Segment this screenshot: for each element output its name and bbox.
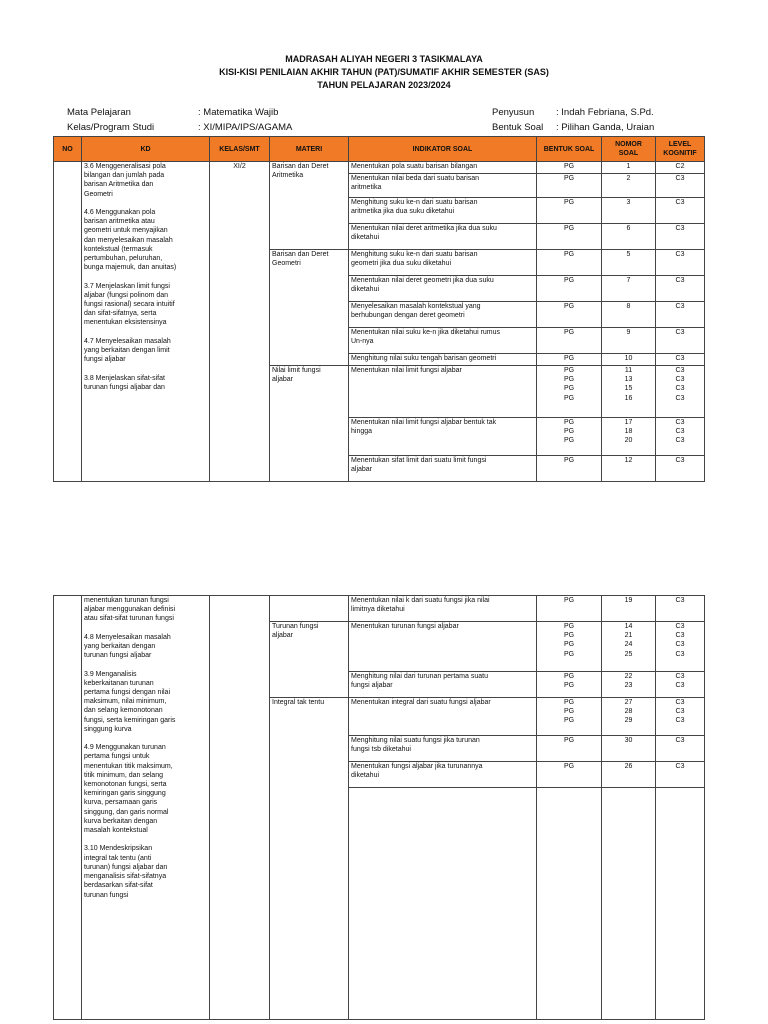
nomor-cell: 11 13 15 16 <box>602 366 656 418</box>
nomor-cell: 10 <box>602 354 656 366</box>
kelas-cell <box>210 596 270 1020</box>
academic-year: TAHUN PELAJARAN 2023/2024 <box>317 80 451 90</box>
nomor-cell: 2 <box>602 174 656 198</box>
bentuk-cell: PG <box>537 456 602 482</box>
level-cell: C3 C3 C3 <box>656 698 705 736</box>
indikator-cell: Menghitung nilai suku tengah barisan geometri <box>349 354 537 366</box>
level-cell: C3 <box>656 276 705 302</box>
materi-cell: Integral tak tentu <box>270 698 349 1020</box>
nomor-cell: 27 28 29 <box>602 698 656 736</box>
indikator-cell: Menentukan turunan fungsi aljabar <box>349 622 537 672</box>
kelas-cell: XI/2 <box>210 162 270 482</box>
nomor-cell: 30 <box>602 736 656 762</box>
nomor-cell: 1 <box>602 162 656 174</box>
table-row <box>54 596 705 622</box>
materi-cell: Turunan fungsi aljabar <box>270 622 349 698</box>
no-cell <box>54 162 82 482</box>
col-nomor: NOMOR SOAL <box>602 137 656 162</box>
nomor-cell: 8 <box>602 302 656 328</box>
level-cell: C3 C3 C3 C3 <box>656 366 705 418</box>
kisi-kisi-table-page1 <box>53 136 705 482</box>
materi-cell: Barisan dan Deret Geometri <box>270 250 349 366</box>
level-cell: C3 <box>656 302 705 328</box>
indikator-cell: Menghitung nilai dari turunan pertama suatu fungsi aljabar <box>349 672 537 698</box>
indikator-cell: Menentukan nilai limit fungsi aljabar <box>349 366 537 418</box>
materi-cell: Barisan dan Deret Aritmetika <box>270 162 349 250</box>
indikator-cell: Menghitung suku ke-n dari suatu barisan geometri jika dua suku diketahui <box>349 250 537 276</box>
level-cell: C3 <box>656 250 705 276</box>
nomor-cell <box>602 788 656 1020</box>
kisi-kisi-table-page2 <box>53 595 705 1020</box>
indikator-cell: Menentukan nilai limit fungsi aljabar bentuk tak hingga <box>349 418 537 456</box>
bentuk-cell: PG PG <box>537 672 602 698</box>
level-cell: C3 <box>656 198 705 224</box>
nomor-cell: 22 23 <box>602 672 656 698</box>
school-title: MADRASAH ALIYAH NEGERI 3 TASIKMALAYA <box>285 54 483 64</box>
level-cell: C3 C3 <box>656 672 705 698</box>
nomor-cell: 9 <box>602 328 656 354</box>
indikator-cell: Menentukan nilai k dari suatu fungsi jika nilai limitnya diketahui <box>349 596 537 622</box>
bentuk-cell: PG <box>537 354 602 366</box>
nomor-cell: 19 <box>602 596 656 622</box>
indikator-cell: Menentukan integral dari suatu fungsi aljabar <box>349 698 537 736</box>
bentuk-cell: PG <box>537 596 602 622</box>
col-indikator: INDIKATOR SOAL <box>349 137 537 162</box>
level-cell: C2 <box>656 162 705 174</box>
bentuk-cell: PG <box>537 736 602 762</box>
level-cell: C3 <box>656 174 705 198</box>
bentuk-cell <box>537 788 602 1020</box>
indikator-cell: Menentukan fungsi aljabar jika turunannya diketahui <box>349 762 537 788</box>
no-cell <box>54 596 82 1020</box>
bentuk-cell: PG PG PG PG <box>537 366 602 418</box>
level-cell: C3 <box>656 736 705 762</box>
bentuk-cell: PG <box>537 162 602 174</box>
kd-cell: menentukan turunan fungsi aljabar menggunakan definisi atau sifat-sifat turunan fungsi 4.8 Menyelesaikan masalah yang berkaitan dengan turunan fungsi aljabar 3.9 Menganalisis keberkaitanan turunan pertama fungsi dengan nilai maksimum, nilai minimum, dan selang kemonotonan fungsi, serta kemiringan garis singgung kurva 4.9 Menggunakan turunan pertama fungsi untuk menentukan titik maksimum, titik minimum, dan selang kemonotonan fungsi, serta kemiringan garis singgung kurva, persamaan garis singgung, dan garis normal kurva berkaitan dengan masalah kontekstual 3.10 Mendeskripsikan integral tak tentu (anti turunan) fungsi aljabar dan menganalisis sifat-sifatnya berdasarkan sifat-sifat turunan fungsi <box>82 596 210 1020</box>
bentuk-cell: PG PG PG <box>537 698 602 736</box>
indikator-cell: Menentukan nilai deret aritmetika jika dua suku diketahui <box>349 224 537 250</box>
col-kelas: KELAS/SMT <box>210 137 270 162</box>
level-cell: C3 <box>656 596 705 622</box>
col-materi: MATERI <box>270 137 349 162</box>
kd-cell: 3.6 Menggeneralisasi pola bilangan dan jumlah pada barisan Aritmetika dan Geometri 4.6 Menggunakan pola barisan aritmetika atau geometri untuk menyajikan dan menyelesaikan masalah kontekstual (termasuk pertumbuhan, peluruhan, bunga majemuk, dan anuitas) 3.7 Menjelaskan limit fungsi aljabar (fungsi polinom dan fungsi rasional) secara intuitif dan sifat-sifatnya, serta menentukan eksistensinya 4.7 Menyelesaikan masalah yang berkaitan dengan limit fungsi aljabar 3.8 Menjelaskan sifat-sifat turunan fungsi aljabar dan <box>82 162 210 482</box>
indikator-cell: Menentukan nilai beda dari suatu barisan aritmetika <box>349 174 537 198</box>
nomor-cell: 14 21 24 25 <box>602 622 656 672</box>
kelas-label: Kelas/Program Studi <box>67 122 155 133</box>
level-cell: C3 <box>656 456 705 482</box>
nomor-cell: 5 <box>602 250 656 276</box>
document-title: KISI-KISI PENILAIAN AKHIR TAHUN (PAT)/SUMATIF AKHIR SEMESTER (SAS) <box>219 67 549 77</box>
col-level: LEVEL KOGNITIF <box>656 137 705 162</box>
bentuk-cell: PG <box>537 174 602 198</box>
level-cell: C3 C3 C3 <box>656 418 705 456</box>
bentuk-cell: PG PG PG PG <box>537 622 602 672</box>
materi-cell <box>270 596 349 622</box>
materi-cell: Nilai limit fungsi aljabar <box>270 366 349 482</box>
penyusun-label: Penyusun <box>492 107 535 118</box>
table-row <box>54 162 705 174</box>
indikator-cell: Menentukan sifat limit dari suatu limit fungsi aljabar <box>349 456 537 482</box>
nomor-cell: 6 <box>602 224 656 250</box>
table-header-row <box>54 137 705 162</box>
penyusun-value: : Indah Febriana, S.Pd. <box>556 107 654 118</box>
mapel-label: Mata Pelajaran <box>67 107 131 118</box>
indikator-cell: Menentukan nilai suku ke-n jika diketahui rumus Un-nya <box>349 328 537 354</box>
mapel-value: : Matematika Wajib <box>198 107 279 118</box>
bentuk-cell: PG <box>537 302 602 328</box>
nomor-cell: 17 18 20 <box>602 418 656 456</box>
bentuk-cell: PG <box>537 762 602 788</box>
bentuk-cell: PG <box>537 250 602 276</box>
indikator-cell: Menentukan nilai deret geometri jika dua suku diketahui <box>349 276 537 302</box>
bentuk-cell: PG <box>537 276 602 302</box>
col-bentuk: BENTUK SOAL <box>537 137 602 162</box>
bentuk-cell: PG <box>537 224 602 250</box>
indikator-cell: Menentukan pola suatu barisan bilangan <box>349 162 537 174</box>
col-kd: KD <box>82 137 210 162</box>
level-cell: C3 C3 C3 C3 <box>656 622 705 672</box>
level-cell <box>656 788 705 1020</box>
indikator-cell: Menghitung nilai suatu fungsi jika turunan fungsi tsb diketahui <box>349 736 537 762</box>
indikator-cell <box>349 788 537 1020</box>
bentuk-cell: PG <box>537 198 602 224</box>
level-cell: C3 <box>656 762 705 788</box>
indikator-cell: Menghitung suku ke-n dari suatu barisan aritmetika jika dua suku diketahui <box>349 198 537 224</box>
nomor-cell: 12 <box>602 456 656 482</box>
nomor-cell: 26 <box>602 762 656 788</box>
bentuk-cell: PG <box>537 328 602 354</box>
level-cell: C3 <box>656 328 705 354</box>
nomor-cell: 3 <box>602 198 656 224</box>
bentuk-cell: PG PG PG <box>537 418 602 456</box>
level-cell: C3 <box>656 224 705 250</box>
nomor-cell: 7 <box>602 276 656 302</box>
level-cell: C3 <box>656 354 705 366</box>
indikator-cell: Menyelesaikan masalah kontekstual yang berhubungan dengan deret geometri <box>349 302 537 328</box>
kelas-value: : XI/MIPA/IPS/AGAMA <box>198 122 293 133</box>
col-no: NO <box>54 137 82 162</box>
bentuk-label: Bentuk Soal <box>492 122 544 133</box>
bentuk-value: : Pilihan Ganda, Uraian <box>556 122 655 133</box>
